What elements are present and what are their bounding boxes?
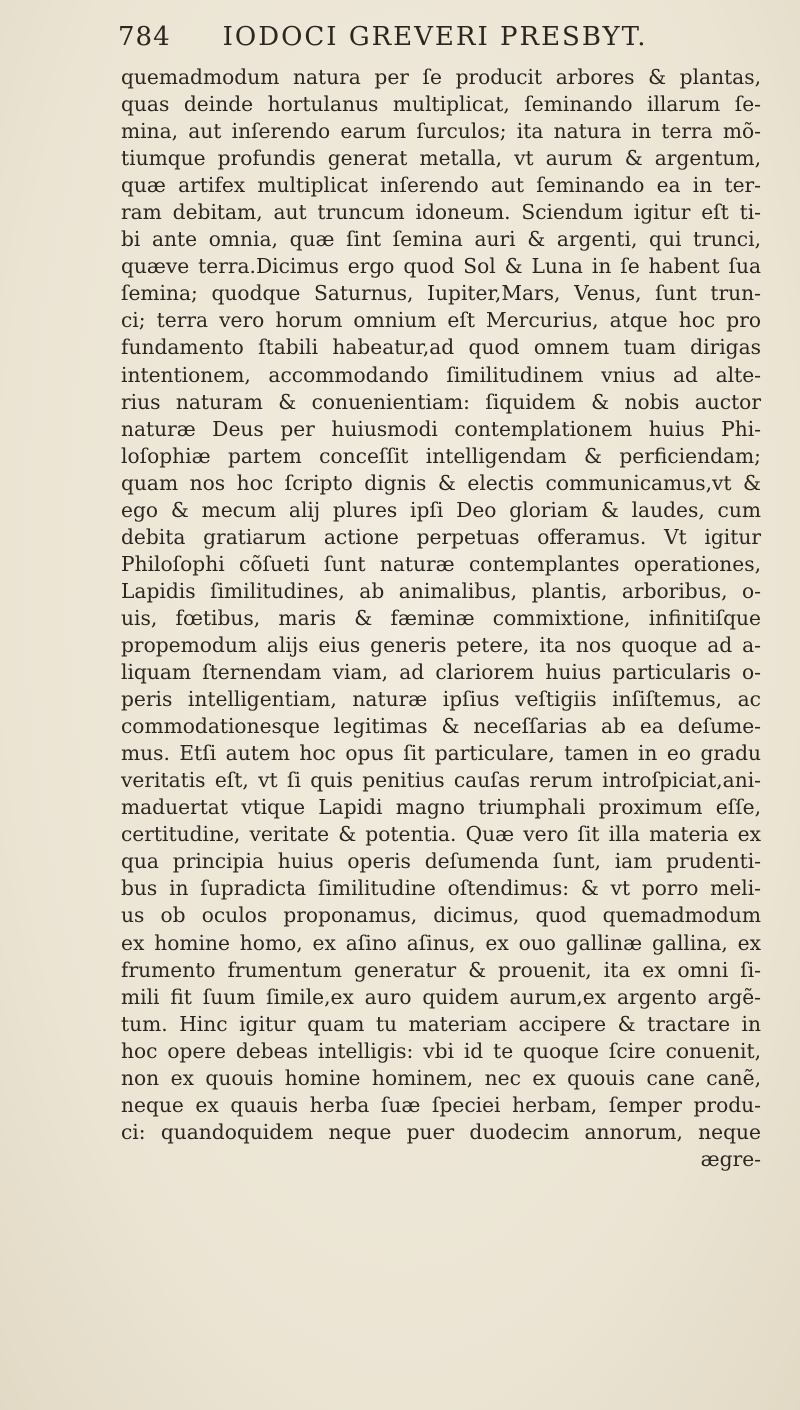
text-line: propemodum alijs eius generis petere, ita nos quoque ad a-	[121, 632, 761, 657]
text-line: intentionem, accommodando ſimilitudinem vnius ad alte-	[121, 362, 761, 387]
text-line: liquam ſternendam viam, ad clariorem huius particularis o-	[121, 660, 761, 685]
text-line: maduertat vtique Lapidi magno triumphali proximum eſſe,	[121, 795, 761, 820]
text-line: quæ artifex multiplicat inſerendo aut ſeminando ea in ter-	[121, 173, 761, 198]
text-line: Lapidis ſimilitudines, ab animalibus, plantis, arboribus, o-	[121, 578, 761, 603]
text-line: mili fit ſuum ſimile,ex auro quidem aurum,ex argento argẽ-	[121, 984, 761, 1009]
text-line: quemadmodum natura per ſe producit arbores & plantas,	[121, 65, 761, 89]
text-line: peris intelligentiam, naturæ ipſius veſtigiis inſiſtemus, ac	[121, 687, 761, 712]
text-line: qua principia huius operis deſumenda ſunt, iam prudenti-	[121, 849, 761, 874]
text-line: quas deinde hortulanus multiplicat, ſeminando illarum ſe-	[121, 92, 761, 117]
text-line: veritatis eſt, vt ſi quis penitius cauſas rerum introſpiciat,ani-	[121, 768, 761, 793]
text-line: bi ante omnia, quæ ſint ſemina auri & argenti, qui trunci,	[121, 227, 761, 252]
text-line: tiumque profundis generat metalla, vt aurum & argentum,	[121, 146, 761, 171]
text-line: us ob oculos proponamus, dicimus, quod quemadmodum	[121, 903, 761, 928]
text-line: certitudine, veritate & potentia. Quæ vero ſit illa materia ex	[121, 822, 761, 847]
text-line: naturæ Deus per huiusmodi contemplationem huius Phi-	[121, 416, 761, 441]
text-line: Philoſophi cõſueti ſunt naturæ contemplantes operationes,	[121, 551, 761, 576]
text-line: ego & mecum alij plures ipſi Deo gloriam & laudes, cum	[121, 497, 761, 522]
running-head: IODOCI GREVERI PRESBYT.	[222, 22, 648, 52]
text-line: mus. Etſi autem hoc opus ſit particulare, tamen in eo gradu	[121, 741, 761, 766]
text-line: hoc opere debeas intelligis: vbi id te quoque ſcire conuenit,	[121, 1038, 761, 1063]
text-line: ex homine homo, ex aſino aſinus, ex ouo gallinæ gallina, ex	[121, 930, 761, 955]
text-line: uis, fœtibus, maris & fæminæ commixtione, infinitiſque	[121, 605, 761, 630]
text-line: ci; terra vero horum omnium eſt Mercurius, atque hoc pro	[121, 308, 761, 333]
page-header	[118, 22, 738, 58]
text-line: tum. Hinc igitur quam tu materiam accipere & tractare in	[121, 1011, 761, 1036]
text-line: ſemina; quodque Saturnus, Iupiter,Mars, Venus, ſunt trun-	[121, 281, 761, 306]
text-line: loſophiæ partem conceſſit intelligendam & perficiendam;	[121, 443, 761, 468]
text-line: commodationesque legitimas & neceſſarias ab ea deſume-	[121, 714, 761, 739]
text-line: non ex quouis homine hominem, nec ex quouis cane canẽ,	[121, 1065, 761, 1090]
text-line: ci: quandoquidem neque puer duodecim annorum, neque	[121, 1119, 761, 1144]
text-line: debita gratiarum actione perpetuas offeramus. Vt igitur	[121, 524, 761, 549]
text-line: ram debitam, aut truncum idoneum. Sciendum igitur eſt ti-	[121, 200, 761, 225]
text-line: neque ex quauis herba ſuæ ſpeciei herbam, ſemper produ-	[121, 1092, 761, 1117]
text-line: quam nos hoc ſcripto dignis & electis communicamus,vt &	[121, 470, 761, 495]
text-line: rius naturam & conuenientiam: ſiquidem & nobis auctor	[121, 389, 761, 414]
text-line: quæve terra.Dicimus ergo quod Sol & Luna in ſe habent ſua	[121, 254, 761, 279]
text-line: mina, aut inſerendo earum ſurculos; ita natura in terra mõ-	[121, 119, 761, 144]
page-number: 784	[118, 22, 171, 52]
text-line: fundamento ſtabili habeatur,ad quod omnem tuam dirigas	[121, 335, 761, 360]
catchword: ægre-	[700, 1146, 761, 1171]
text-line: frumento frumentum generatur & prouenit, ita ex omni ſi-	[121, 957, 761, 982]
text-line: bus in ſupradicta ſimilitudine oſtendimus: & vt porro meli-	[121, 876, 761, 901]
body-text	[121, 64, 761, 1173]
